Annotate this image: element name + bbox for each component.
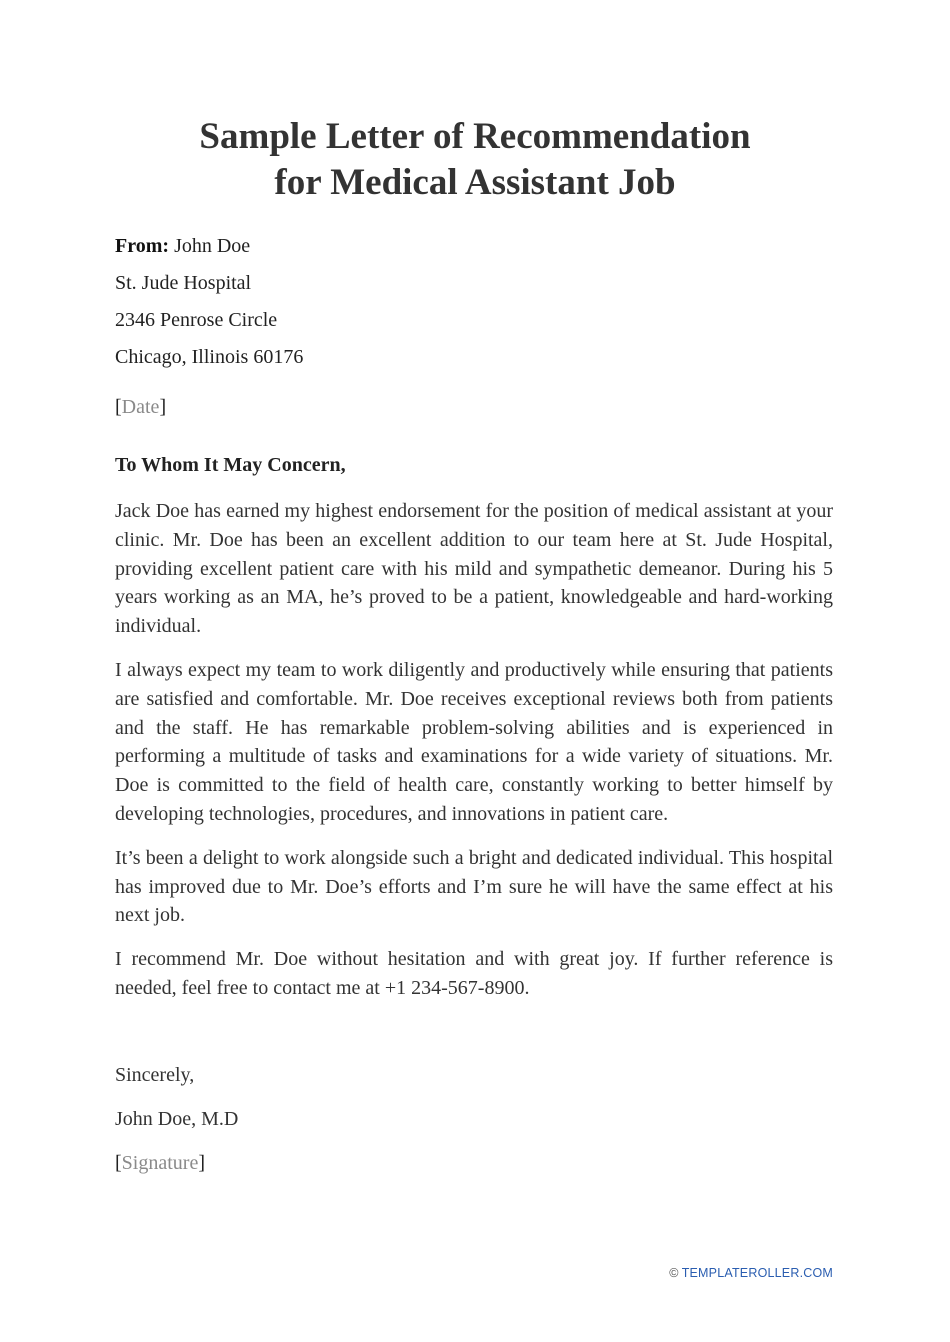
signature-placeholder: Signature bbox=[121, 1152, 199, 1174]
footer-site-link[interactable]: TEMPLATEROLLER.COM bbox=[681, 1266, 833, 1280]
body-paragraph: I always expect my team to work diligently and productively while ensuring that patients are satisfied and comfortable. Mr. Doe receives exceptional reviews both from patients and the staff. He has remarkable problem-solving abilities and is experienced in performing a multitude of tasks and examinations for a wide variety of situations. Mr. Doe is committed to the field of health care, constantly working to better himself by developing technologies, procedures, and innovations in patient care. bbox=[115, 658, 833, 825]
from-label: From: bbox=[115, 235, 170, 257]
copyright-symbol: © bbox=[669, 1266, 679, 1280]
sender-city-state-zip: Chicago, Illinois 60176 bbox=[115, 346, 304, 368]
body-paragraph: I recommend Mr. Doe without hesitation and with great joy. If further reference is needed, feel free to contact me at +1 234-567-8900. bbox=[115, 948, 833, 999]
signature-field: [Signature] bbox=[115, 1152, 205, 1174]
title-line-1: Sample Letter of Recommendation bbox=[199, 116, 751, 157]
date-field: [Date] bbox=[115, 396, 167, 418]
sender-block bbox=[115, 228, 303, 376]
footer-watermark[interactable] bbox=[669, 1266, 833, 1280]
letter-body bbox=[115, 497, 833, 1018]
closing: Sincerely, bbox=[115, 1064, 195, 1086]
title-line-2: for Medical Assistant Job bbox=[274, 162, 676, 203]
page-title bbox=[0, 114, 950, 206]
sender-from-line bbox=[115, 228, 303, 265]
date-placeholder: Date bbox=[121, 396, 160, 418]
body-paragraph: Jack Doe has earned my highest endorsement for the position of medical assistant at your clinic. Mr. Doe has been an excellent addition to our team here at St. Jude Hospital, providing excellent patient care with his mild and sympathetic demeanor. During his 5 years working as an MA, he’s proved to be a patient, knowledgeable and hard-working individual. bbox=[115, 500, 833, 638]
signer-name: John Doe, M.D bbox=[115, 1108, 239, 1130]
body-paragraph: It’s been a delight to work alongside such a bright and dedicated individual. This hospital has improved due to Mr. Doe’s efforts and I’m sure he will have the same effect at his next job. bbox=[115, 846, 833, 927]
sender-street: 2346 Penrose Circle bbox=[115, 309, 278, 331]
sender-organization: St. Jude Hospital bbox=[115, 272, 252, 294]
sender-name: John Doe bbox=[174, 235, 251, 257]
salutation: To Whom It May Concern, bbox=[115, 454, 346, 476]
